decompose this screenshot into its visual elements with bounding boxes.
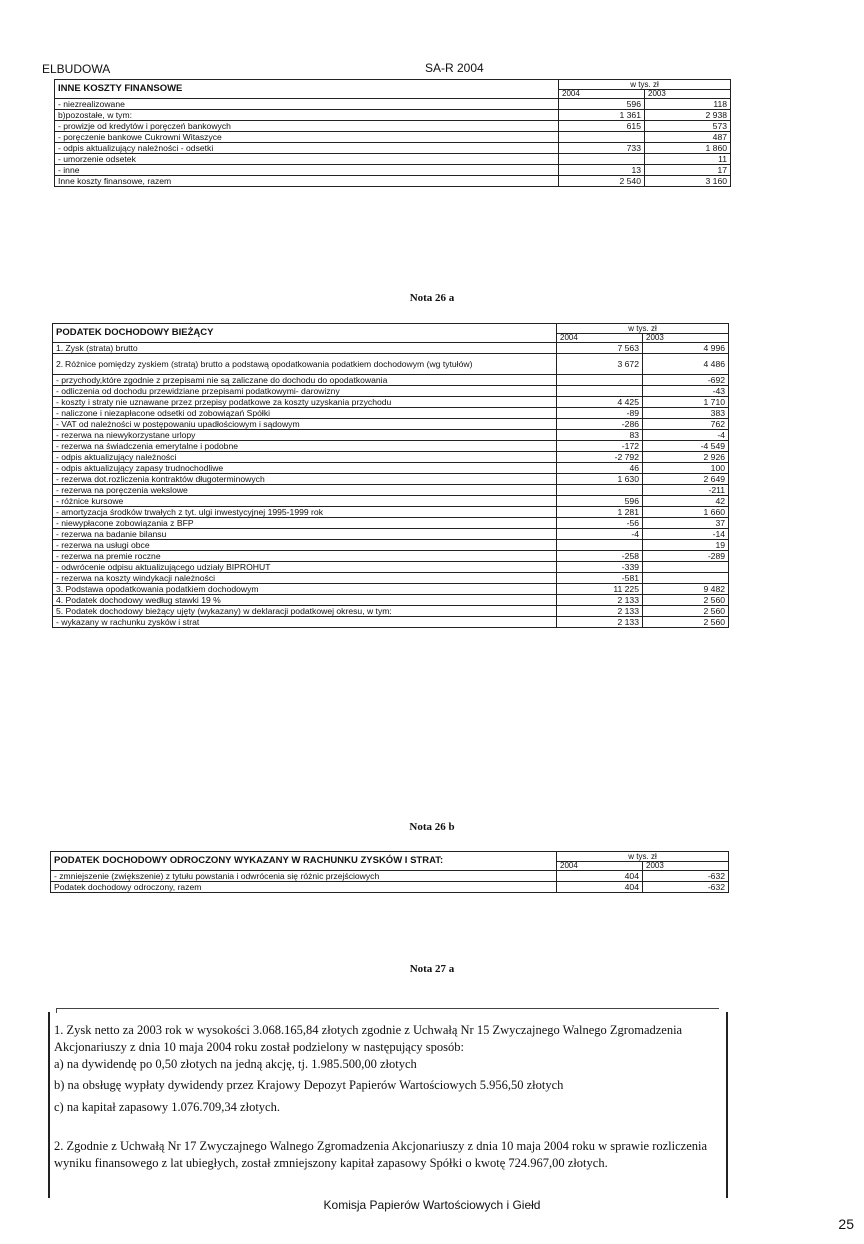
value-2004: 615 (559, 121, 645, 132)
value-2003: -632 (643, 882, 729, 893)
value-2004: 4 425 (557, 397, 643, 408)
value-2004: 2 133 (557, 617, 643, 628)
current-income-tax-table (52, 323, 729, 628)
table-row (51, 882, 729, 893)
row-label: - rezerwa na świadczenia emerytalne i podobne (53, 441, 557, 452)
table-row (53, 595, 729, 606)
table-row (53, 584, 729, 595)
value-2003: -692 (643, 375, 729, 386)
value-2004: 2 133 (557, 606, 643, 617)
value-2003: 1 660 (643, 507, 729, 518)
paragraph-2: 2. Zgodnie z Uchwałą Nr 17 Zwyczajnego Walnego Zgromadzenia Akcjonariuszy z dnia 10 maja 2004 roku w sprawie rozliczenia wyniku finansowego z lat ubiegłych, został zmniejszony kapitał zapasowy Spółki o kwotę 724.967,00 złotych. (54, 1139, 708, 1170)
row-label: - koszty i straty nie uznawane przez przepisy podatkowe za koszty uzyskania przychodu (53, 397, 557, 408)
value-2003: 3 160 (645, 176, 731, 187)
row-label: - odliczenia od dochodu przewidziane przepisami podatkowymi- darowizny (53, 386, 557, 397)
table-row (53, 606, 729, 617)
value-2003: 383 (643, 408, 729, 419)
table-row (53, 518, 729, 529)
row-label: - rezerwa na poręczenia wekslowe (53, 485, 557, 496)
value-2004: -4 (557, 529, 643, 540)
row-label: - umorzenie odsetek (55, 154, 559, 165)
year-header: 2003 (645, 90, 731, 99)
deferred-income-tax-table (50, 851, 729, 893)
table-row (53, 617, 729, 628)
value-2003: 1 710 (643, 397, 729, 408)
value-2004: 7 563 (557, 343, 643, 354)
item-b: b) na obsługę wypłaty dywidendy przez Krajowy Depozyt Papierów Wartościowych 5.956,50 złotych (54, 1078, 564, 1092)
value-2004: 404 (557, 871, 643, 882)
value-2004: 1 630 (557, 474, 643, 485)
paragraph-1: 1. Zysk netto za 2003 rok w wysokości 3.068.165,84 złotych zgodnie z Uchwałą Nr 15 Zwyczajnego Walnego Zgromadzenia Akcjonariuszy z dnia 10 maja 2004 roku został podzielony w następujący sposób: (54, 1023, 683, 1054)
row-label: - naliczone i niezapłacone odsetki od zobowiązań Spółki (53, 408, 557, 419)
table-row (53, 474, 729, 485)
table-row (53, 463, 729, 474)
row-label: - wykazany w rachunku zysków i strat (53, 617, 557, 628)
table-row (51, 871, 729, 882)
value-2003: 1 860 (645, 143, 731, 154)
table-row (53, 397, 729, 408)
page-number: 25 (838, 1216, 854, 1232)
value-2003 (643, 573, 729, 584)
value-2004: -56 (557, 518, 643, 529)
value-2003: -14 (643, 529, 729, 540)
table-row (55, 99, 731, 110)
value-2003 (643, 562, 729, 573)
value-2004: 3 672 (557, 354, 643, 375)
value-2003: 2 649 (643, 474, 729, 485)
value-2003: -43 (643, 386, 729, 397)
value-2003: -289 (643, 551, 729, 562)
value-2003: 17 (645, 165, 731, 176)
row-label: - rezerwa na premie roczne (53, 551, 557, 562)
table-row (55, 121, 731, 132)
value-2004: -2 792 (557, 452, 643, 463)
footer-text: Komisja Papierów Wartościowych i Giełd (323, 1198, 541, 1212)
value-2003: 4 996 (643, 343, 729, 354)
item-c: c) na kapitał zapasowy 1.076.709,34 złotych. (54, 1100, 280, 1114)
value-2003: 2 560 (643, 595, 729, 606)
row-label: - odpis aktualizujący należności - odsetki (55, 143, 559, 154)
value-2004: 11 225 (557, 584, 643, 595)
row-label: - odwrócenie odpisu aktualizującego udziały BIPROHUT (53, 562, 557, 573)
row-label: - VAT od należności w postępowaniu upadłościowym i sądowym (53, 419, 557, 430)
table-row (53, 496, 729, 507)
value-2004 (557, 386, 643, 397)
table-row (53, 430, 729, 441)
row-label: 1. Zysk (strata) brutto (53, 343, 557, 354)
table-row (53, 452, 729, 463)
report-id: SA-R 2004 (425, 61, 484, 75)
table-row (55, 143, 731, 154)
table-row (53, 485, 729, 496)
table-row (53, 441, 729, 452)
table-row (53, 354, 729, 375)
value-2004 (557, 375, 643, 386)
table-row (53, 562, 729, 573)
table-title: PODATEK DOCHODOWY ODROCZONY WYKAZANY W RACHUNKU ZYSKÓW I STRAT: (51, 852, 557, 871)
table-row (55, 165, 731, 176)
row-label: - rezerwa na usługi obce (53, 540, 557, 551)
unit-label: w tys. zł (559, 80, 731, 90)
table-row (53, 529, 729, 540)
value-2003: 2 938 (645, 110, 731, 121)
row-label: - rezerwa na koszty windykacji należności (53, 573, 557, 584)
table-row (55, 132, 731, 143)
row-label: - odpis aktualizujący zapasy trudnochodliwe (53, 463, 557, 474)
row-label: - przychody,które zgodnie z przepisami nie są zaliczane do dochodu do opodatkowania (53, 375, 557, 386)
value-2004 (557, 540, 643, 551)
table-row (53, 551, 729, 562)
year-header: 2003 (643, 862, 729, 871)
value-2004: 2 133 (557, 595, 643, 606)
value-2004: -172 (557, 441, 643, 452)
company-name: ELBUDOWA (42, 62, 111, 76)
row-label: 3. Podstawa opodatkowania podatkiem dochodowym (53, 584, 557, 595)
value-2003: 4 486 (643, 354, 729, 375)
row-label: - rezerwa na niewykorzystane urlopy (53, 430, 557, 441)
table-row (53, 540, 729, 551)
item-a: a) na dywidendę po 0,50 złotych na jedną akcję, tj. 1.985.500,00 złotych (54, 1057, 417, 1071)
table-row (53, 375, 729, 386)
value-2003: 19 (643, 540, 729, 551)
row-label: - niewypłacone zobowiązania z BFP (53, 518, 557, 529)
value-2004: 1 281 (557, 507, 643, 518)
table-row (55, 154, 731, 165)
value-2004: 733 (559, 143, 645, 154)
row-text: Różnice pomiędzy zyskiem (stratą) brutto a podstawą opodatkowania podatkiem dochodowym (wg tytułów) (65, 358, 473, 369)
value-2003: -4 (643, 430, 729, 441)
table-row (55, 110, 731, 121)
row-label: - poręczenie bankowe Cukrowni Witaszyce (55, 132, 559, 143)
value-2003: 487 (645, 132, 731, 143)
value-2003: 762 (643, 419, 729, 430)
value-2004: 1 361 (559, 110, 645, 121)
value-2003: 118 (645, 99, 731, 110)
value-2004: 596 (557, 496, 643, 507)
table-row (53, 573, 729, 584)
value-2004: 83 (557, 430, 643, 441)
row-label: - rezerwa na badanie bilansu (53, 529, 557, 540)
unit-label: w tys. zł (557, 324, 729, 334)
value-2004 (559, 154, 645, 165)
value-2004: 404 (557, 882, 643, 893)
value-2003: 9 482 (643, 584, 729, 595)
table-title: PODATEK DOCHODOWY BIEŻĄCY (53, 324, 557, 343)
note-heading: Nota 26 a (409, 292, 455, 304)
profit-distribution-box (48, 1012, 728, 1198)
value-2003: 42 (643, 496, 729, 507)
row-label: - amortyzacja środków trwałych z tyt. ulgi inwestycyjnej 1995-1999 rok (53, 507, 557, 518)
table-row (53, 507, 729, 518)
value-2004: -286 (557, 419, 643, 430)
value-2004: 596 (559, 99, 645, 110)
value-2004: -89 (557, 408, 643, 419)
year-header: 2004 (559, 90, 645, 99)
row-label (53, 354, 557, 375)
row-label: - prowizje od kredytów i poręczeń bankowych (55, 121, 559, 132)
row-label: - różnice kursowe (53, 496, 557, 507)
row-label: - zmniejszenie (zwiększenie) z tytułu powstania i odwrócenia się różnic przejściowych (51, 871, 557, 882)
value-2003: 11 (645, 154, 731, 165)
value-2003: -632 (643, 871, 729, 882)
value-2004: 46 (557, 463, 643, 474)
row-number: 2. (56, 358, 64, 369)
value-2003: 2 560 (643, 617, 729, 628)
value-2003: -211 (643, 485, 729, 496)
year-header: 2003 (643, 334, 729, 343)
row-label: b)pozostałe, w tym: (55, 110, 559, 121)
table-row (53, 386, 729, 397)
row-label: - niezrealizowane (55, 99, 559, 110)
value-2004: -339 (557, 562, 643, 573)
value-2003: 2 560 (643, 606, 729, 617)
year-header: 2004 (557, 334, 643, 343)
row-label: - inne (55, 165, 559, 176)
value-2003: 573 (645, 121, 731, 132)
value-2004: -258 (557, 551, 643, 562)
note-heading: Nota 27 a (409, 963, 455, 975)
year-header: 2004 (557, 862, 643, 871)
value-2003: 2 926 (643, 452, 729, 463)
value-2004: -581 (557, 573, 643, 584)
other-financial-costs-table (54, 79, 731, 187)
table-row (55, 176, 731, 187)
note-heading: Nota 26 b (409, 821, 455, 833)
value-2003: -4 549 (643, 441, 729, 452)
value-2004: 13 (559, 165, 645, 176)
row-label: - rezerwa dot.rozliczenia kontraktów długoterminowych (53, 474, 557, 485)
unit-label: w tys. zł (557, 852, 729, 862)
row-label: - odpis aktualizujący należności (53, 452, 557, 463)
table-row (53, 408, 729, 419)
value-2003: 100 (643, 463, 729, 474)
row-label: 5. Podatek dochodowy bieżący ujęty (wykazany) w deklaracji podatkowej okresu, w tym: (53, 606, 557, 617)
value-2003: 37 (643, 518, 729, 529)
value-2004 (559, 132, 645, 143)
row-label: Podatek dochodowy odroczony, razem (51, 882, 557, 893)
table-row (53, 419, 729, 430)
table-title: INNE KOSZTY FINANSOWE (55, 80, 559, 99)
row-label: 4. Podatek dochodowy według stawki 19 % (53, 595, 557, 606)
table-row (53, 343, 729, 354)
value-2004 (557, 485, 643, 496)
value-2004: 2 540 (559, 176, 645, 187)
row-label: Inne koszty finansowe, razem (55, 176, 559, 187)
